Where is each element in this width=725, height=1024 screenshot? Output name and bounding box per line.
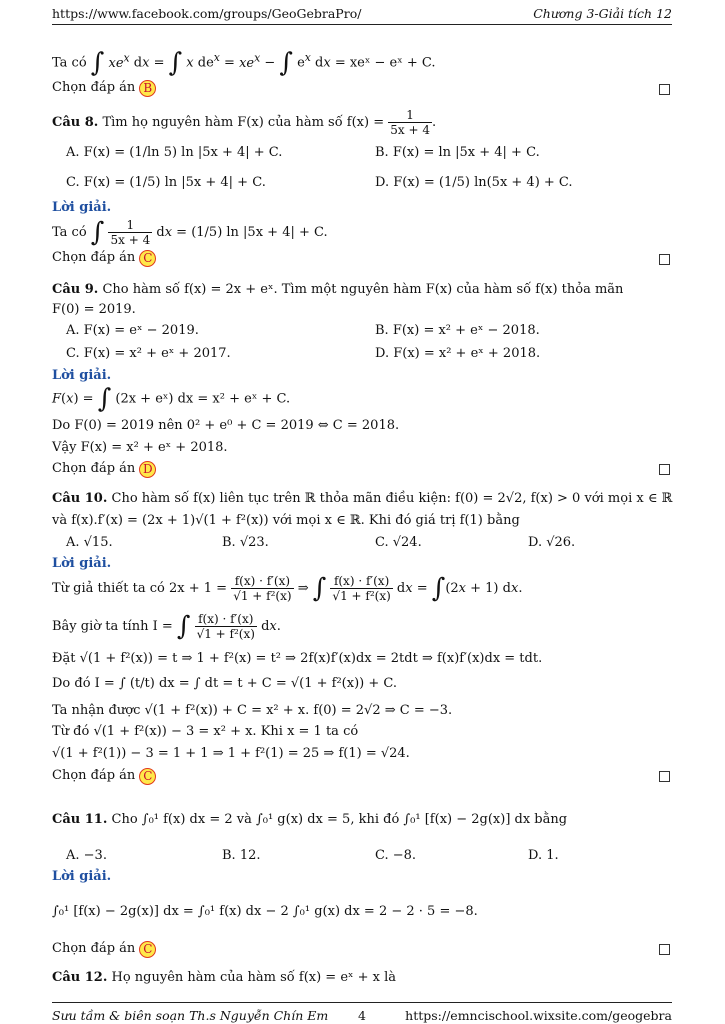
q10-text: Cho hàm số f(x) liên tục trên ℝ thỏa mãn điều kiện: f(0) = 2√2, f(x) > 0 với mọi x ∈ ℝ — [111, 491, 673, 506]
q10-solution-line-2: Bây giờ ta tính I = ∫ $\frac{f(x) \cdot f'(x)}{\text{√1 + f²(x)}}$ dx. — [52, 611, 281, 642]
q10-solution-line-4: Do đó I = ∫ (t/t) dx = ∫ dt = t + C = √(1 + f²(x)) + C. — [52, 676, 397, 691]
q12-text: Họ nguyên hàm của hàm số f(x) = eˣ + x là — [111, 970, 397, 985]
q9-solution-integral: (2x + eˣ) dx = x² + eˣ + C. — [115, 391, 291, 407]
q10-label: Câu 10. — [52, 491, 108, 506]
q11-solution-heading: Lời giải. — [52, 869, 112, 884]
q8-option-a[interactable]: A. F(x) = (1/ln 5) ln |5x + 4| + C. — [66, 145, 283, 160]
q10-option-b[interactable]: B. √23. — [222, 535, 269, 550]
q10-solution-heading: Lời giải. — [52, 556, 112, 571]
choose-label: Chọn đáp án — [52, 461, 136, 476]
q9-option-d[interactable]: D. F(x) = x² + eˣ + 2018. — [375, 346, 541, 361]
header-chapter: Chương 3-Giải tích 12 — [533, 6, 672, 21]
prev-answer-line — [52, 80, 156, 97]
qed-box — [659, 464, 670, 475]
header-link[interactable]: https://www.facebook.com/groups/GeoGebraPro/ — [52, 6, 362, 21]
footer-link[interactable]: https://emncischool.wixsite.com/geogebra — [405, 1008, 672, 1023]
footer-rule — [52, 1002, 672, 1003]
q10-s2: Bây giờ ta tính I = — [52, 619, 173, 634]
q12-label: Câu 12. — [52, 970, 108, 985]
q10-solution-line-5: Ta nhận được √(1 + f²(x)) + C = x² + x. f(0) = 2√2 ⇒ C = −3. — [52, 703, 453, 718]
q8-option-b[interactable]: B. F(x) = ln |5x + 4| + C. — [375, 145, 540, 160]
q8-option-d[interactable]: D. F(x) = (1/5) ln(5x + 4) + C. — [375, 175, 573, 190]
page-number: 4 — [358, 1008, 366, 1023]
answer-badge: D — [139, 461, 156, 478]
q9-solution-line-2: Do F(0) = 2019 nên 0² + e⁰ + C = 2019 ⇔ C = 2018. — [52, 418, 400, 433]
q9-text: Cho hàm số f(x) = 2x + eˣ. Tìm một nguyên hàm F(x) của hàm số f(x) thỏa mãn — [102, 282, 624, 297]
q9-option-c[interactable]: C. F(x) = x² + eˣ + 2017. — [66, 346, 231, 361]
q8-option-c[interactable]: C. F(x) = (1/5) ln |5x + 4| + C. — [66, 175, 266, 190]
q10-answer-line — [52, 768, 156, 785]
q11-stem — [52, 812, 567, 827]
q10-s1: Từ giả thiết ta có 2x + 1 = — [52, 581, 228, 596]
q11-option-c[interactable]: C. −8. — [375, 848, 417, 863]
q8-solution-heading: Lời giải. — [52, 200, 112, 215]
q9-option-b[interactable]: B. F(x) = x² + eˣ − 2018. — [375, 323, 540, 338]
q8-label: Câu 8. — [52, 115, 99, 130]
q8-stem: Câu 8. Tìm họ nguyên hàm F(x) của hàm số f(x) = $\frac{1}{5x + 4}$ . — [52, 108, 437, 137]
q11-option-b[interactable]: B. 12. — [222, 848, 261, 863]
page-header — [52, 6, 672, 24]
qed-box — [659, 84, 670, 95]
q11-label: Câu 11. — [52, 812, 108, 827]
q12-stem — [52, 970, 396, 985]
q11-text: Cho ∫₀¹ f(x) dx = 2 và ∫₀¹ g(x) dx = 5, khi đó ∫₀¹ [f(x) − 2g(x)] dx bằng — [111, 812, 568, 827]
q8-fraction: $\frac{1}{5x + 4}$ — [390, 108, 430, 137]
q10-option-c[interactable]: C. √24. — [375, 535, 422, 550]
prev-solution-line: Ta có ∫ $xe^x$ dx = ∫ x $de^x = xe^x$ − ∫ $e^x$ dx = xeˣ − eˣ + C. — [52, 48, 436, 78]
q10-option-d[interactable]: D. √26. — [528, 535, 576, 550]
answer-badge: C — [139, 941, 156, 958]
q11-answer-line — [52, 941, 156, 958]
footer-author: Sưu tầm & biên soạn Th.s Nguyễn Chín Em — [52, 1008, 329, 1023]
q8-text: Tìm họ nguyên hàm F(x) của hàm số f(x) = — [102, 115, 385, 130]
q8-answer-line — [52, 250, 156, 267]
header-rule — [52, 24, 672, 25]
q8-solution-result: = (1/5) ln |5x + 4| + C. — [176, 225, 328, 240]
q10-solution-line-1: Từ giả thiết ta có 2x + 1 = $\frac{f(x) \cdot f'(x)}{\text{√1 + f²(x)}}$ ⇒ ∫ $\frac{f(x) \cdot f'(x)}{\text{√1 + f²(x)}}$ dx = ∫(2x + 1) dx. — [52, 573, 523, 604]
q9-stem-2: F(0) = 2019. — [52, 302, 136, 317]
choose-label: Chọn đáp án — [52, 941, 136, 956]
q11-solution-line: ∫₀¹ [f(x) − 2g(x)] dx = ∫₀¹ f(x) dx − 2 ∫₀¹ g(x) dx = 2 − 2 · 5 = −8. — [52, 904, 478, 919]
q10-solution-line-3: Đặt √(1 + f²(x)) = t ⇒ 1 + f²(x) = t² ⇒ 2f(x)f′(x)dx = 2tdt ⇒ f(x)f′(x)dx = tdt. — [52, 651, 543, 666]
prev-result: = xeˣ − eˣ + C. — [334, 55, 436, 71]
answer-badge: C — [139, 250, 156, 267]
q9-option-a[interactable]: A. F(x) = eˣ − 2019. — [66, 323, 199, 338]
choose-label: Chọn đáp án — [52, 250, 136, 265]
q10-solution-line-6: Từ đó √(1 + f²(x)) − 3 = x² + x. Khi x = 1 ta có — [52, 724, 359, 739]
q10-option-a[interactable]: A. √15. — [66, 535, 113, 550]
q10-stem — [52, 491, 672, 506]
q10-solution-line-7: √(1 + f²(1)) − 3 = 1 + 1 ⇒ 1 + f²(1) = 25 ⇒ f(1) = √24. — [52, 746, 410, 761]
q9-answer-line — [52, 461, 156, 478]
q9-solution-line-3: Vậy F(x) = x² + eˣ + 2018. — [52, 440, 228, 455]
q8-solution-line: Ta có ∫ $\frac{1}{5x + 4}$ dx = (1/5) ln |5x + 4| + C. — [52, 217, 328, 248]
q11-option-a[interactable]: A. −3. — [66, 848, 107, 863]
qed-box — [659, 944, 670, 955]
answer-badge: B — [139, 80, 156, 97]
choose-label: Chọn đáp án — [52, 768, 136, 783]
qed-box — [659, 771, 670, 782]
q10-stem-2: và f(x).f′(x) = (2x + 1)√(1 + f²(x)) với mọi x ∈ ℝ. Khi đó giá trị f(1) bằng — [52, 513, 520, 528]
q9-solution-line-1: F(x) = ∫ (2x + eˣ) dx = x² + eˣ + C. — [52, 384, 291, 414]
qed-box — [659, 254, 670, 265]
answer-badge: C — [139, 768, 156, 785]
choose-label: Chọn đáp án — [52, 80, 136, 95]
q9-label: Câu 9. — [52, 282, 99, 297]
q9-stem — [52, 282, 623, 297]
q11-option-d[interactable]: D. 1. — [528, 848, 559, 863]
q9-solution-heading: Lời giải. — [52, 368, 112, 383]
